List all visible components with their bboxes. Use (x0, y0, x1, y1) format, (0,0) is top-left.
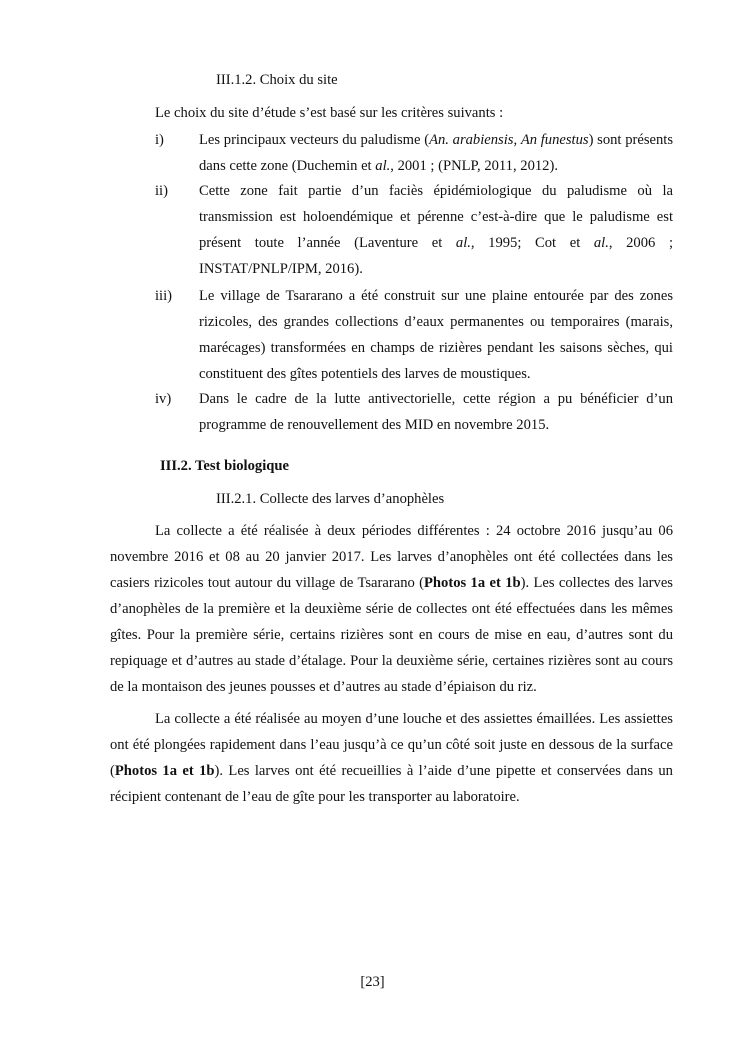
page-number: [23] (360, 974, 385, 990)
paragraph-collecte-methode: La collecte a été réalisée au moyen d’une louche et des assiettes émaillées. Les assiettes ont été plongées rapidement dans l’eau jusqu’à ce qu’un côté soit juste en dessous de la surface (Photos 1a et 1b). Les larves ont été recueillies à l’aide d’une pipette et conservées dans un récipient contenant de l’eau de gîte pour les transporter au laboratoire. (110, 711, 673, 805)
paragraph-collecte-periodes: La collecte a été réalisée à deux périodes différentes : 24 octobre 2016 jusqu’au 06 novembre 2016 et 08 au 20 janvier 2017. Les larves d’anophèles ont été collectées dans les casiers rizicoles tout autour du village de Tsararano (Photos 1a et 1b). Les collectes des larves d’anophèles de la première et la deuxième série de collectes ont été effectuées dans les mêmes gîtes. Pour la première série, certains rizières sont en cours de mise en eau, d’autres sont du repiquage et d’autres au stade d’étalage. Pour la deuxième série, certaines rizières sont au cours de la montaison des jeunes pousses et d’autres au stade d’épiaison du riz. (110, 523, 673, 695)
criterion-text: Les principaux vecteurs du paludisme (An. arabiensis, An funestus) sont présents dans cette zone (Duchemin et al., 2001 ; (PNLP, 2011, 2012). (199, 132, 674, 174)
criterion-text: Le village de Tsararano a été construit sur une plaine entourée par des zones rizicoles, des grandes collections d’eaux permanentes ou temporaires (marais, marécages) transformées en champs de rizières pendant les saisons sèches, qui constituent des gîtes potentiels des larves de moustiques. (199, 288, 673, 382)
criterion-text: Cette zone fait partie d’un faciès épidémiologique du paludisme où la transmission est holoendémique et pérenne c’est-à-dire que le paludisme est présent toute l’année (Laventure et al., 1995; Cot et al., 2006 ; INSTAT/PNLP/IPM, 2016). (199, 183, 673, 277)
criterion-number: iii) (155, 288, 173, 304)
criterion-number: ii) (155, 183, 168, 199)
criterion-text: Dans le cadre de la lutte antivectorielle, cette région a pu bénéficier d’un programme de renouvellement des MID en novembre 2015. (199, 391, 673, 433)
criterion-number: i) (155, 132, 164, 148)
heading-choix-du-site: III.1.2. Choix du site (216, 72, 338, 88)
criterion-number: iv) (155, 391, 172, 407)
criteria-intro: Le choix du site d’étude s’est basé sur les critères suivants : (155, 105, 504, 121)
heading-collecte-larves: III.2.1. Collecte des larves d’anophèles (216, 491, 445, 507)
heading-test-biologique: III.2. Test biologique (160, 458, 289, 474)
